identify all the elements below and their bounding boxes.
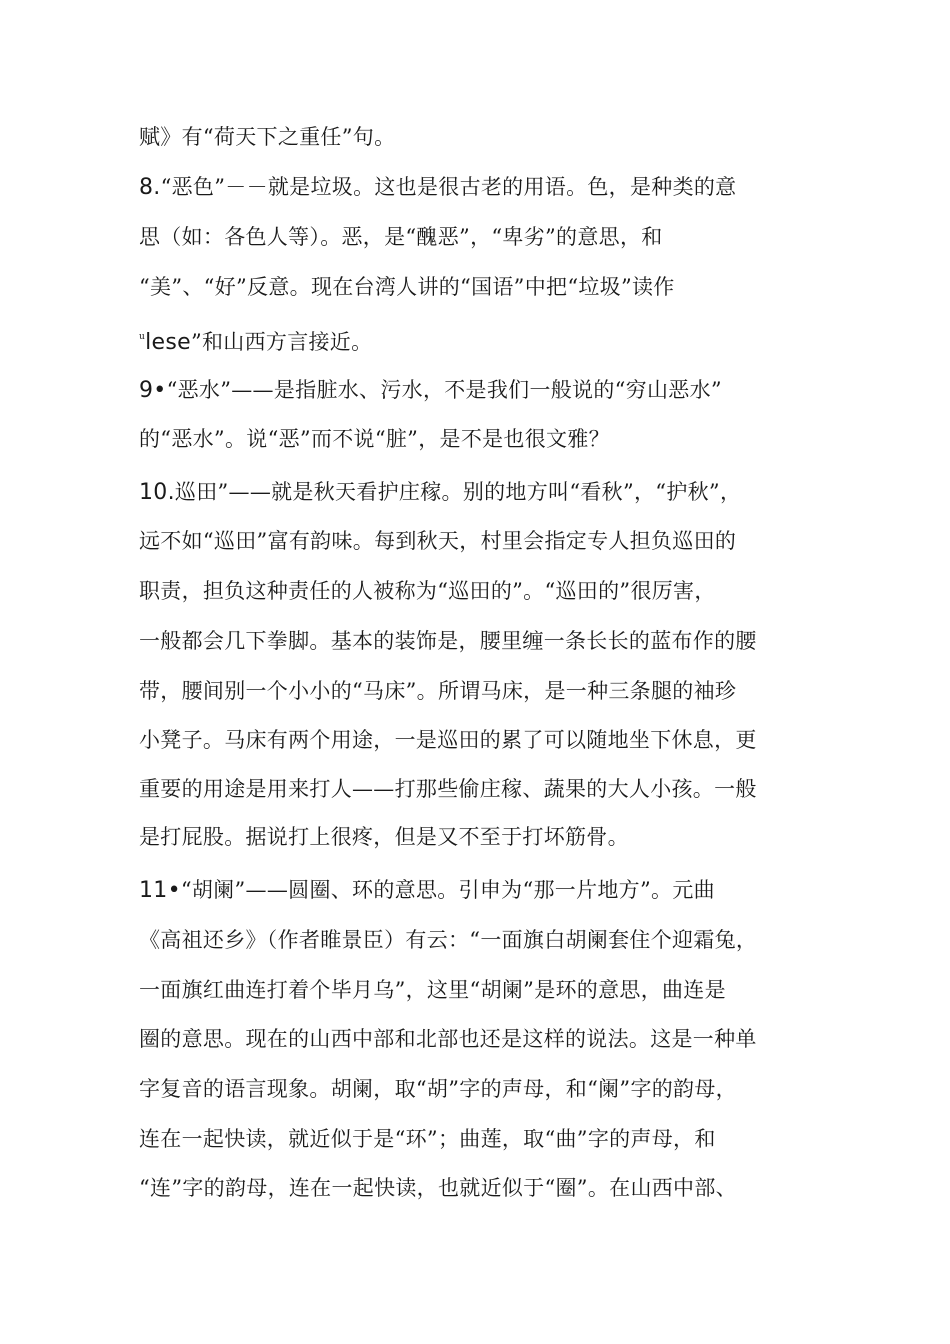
text-line [139, 323, 372, 357]
item-number: 9• [139, 378, 167, 403]
text-line [139, 527, 736, 555]
text-line [139, 123, 395, 151]
line-text: 赋》有“荷天下之重任”句。 [139, 125, 396, 149]
line-text: “恶水”——是指脏水、污水，不是我们一般说的“穷山恶水” [166, 378, 722, 402]
line-text: “美”、“好”反意。现在台湾人讲的“国语”中把“垃圾”读作 [139, 275, 675, 299]
text-line [139, 726, 757, 754]
line-text: 一般都会几下拳脚。基本的装饰是，腰里缠一条长长的蓝布作的腰 [139, 629, 757, 653]
line-text: 是打屁股。据说打上很疼，但是又不至于打坏筋骨。 [139, 825, 629, 849]
text-line [139, 1075, 737, 1103]
text-line [139, 376, 722, 405]
text-line [139, 1025, 757, 1053]
text-line [139, 823, 629, 851]
line-text: 带，腰间别一个小小的“马床”。所谓马床，是一种三条腿的袖珍 [139, 679, 737, 703]
latin-word: lese [145, 330, 191, 355]
item-number: 10. [139, 480, 175, 505]
line-text: 思（如：各色人等）。恶，是“醜恶”，“卑劣”的意思，和 [139, 225, 663, 249]
line-text: 字复音的语言现象。胡阑，取“胡”字的声母，和“阑”字的韵母， [139, 1077, 737, 1101]
small-mark: u [139, 332, 146, 342]
text-line [139, 173, 736, 202]
text-line [139, 577, 716, 605]
text-line [139, 627, 757, 655]
text-line [139, 478, 741, 507]
item-number: 11• [139, 878, 181, 903]
line-text: 小凳子。马床有两个用途，一是巡田的累了可以随地坐下休息，更 [139, 728, 757, 752]
line-text: “胡阑”——圆圈、环的意思。引申为“那一片地方”。元曲 [180, 878, 715, 902]
text-line [139, 677, 736, 705]
line-text: 一面旗红曲连打着个毕月乌”，这里“胡阑”是环的意思，曲连是 [139, 978, 726, 1002]
text-line [139, 775, 757, 803]
item-number: 8. [139, 175, 161, 200]
line-text: 巡田”——就是秋天看护庄稼。别的地方叫“看秋”，“护秋”， [174, 480, 742, 504]
line-text: 职责，担负这种责任的人被称为“巡田的”。“巡田的”很厉害， [139, 579, 716, 603]
line-text: 重要的用途是用来打人——打那些偷庄稼、蔬果的大人小孩。一般 [139, 777, 757, 801]
text-line [139, 976, 726, 1004]
text-line [139, 1125, 716, 1153]
text-line [139, 926, 757, 954]
line-text: 远不如“巡田”富有韵味。每到秋天，村里会指定专人担负巡田的 [139, 529, 737, 553]
line-text: 圈的意思。现在的山西中部和北部也还是这样的说法。这是一种单 [139, 1027, 757, 1051]
line-text: ”和山西方言接近。 [190, 330, 373, 354]
line-text: 《高祖还乡》（作者睢景臣）有云：“一面旗白胡阑套住个迎霜兔， [139, 928, 758, 952]
text-line [139, 273, 675, 301]
line-text: 的“恶水”。说“恶”而不说“脏”，是不是也很文雅？ [139, 427, 610, 451]
text-line [139, 876, 715, 905]
text-line [139, 1174, 737, 1202]
line-text: “恶色”－－就是垃圾。这也是很古老的用语。色，是种类的意 [160, 175, 737, 199]
line-text: 连在一起快读，就近似于是“环”；曲莲，取“曲”字的声母，和 [139, 1127, 716, 1151]
text-line [139, 425, 610, 453]
text-line [139, 223, 663, 251]
line-text: “连”字的韵母，连在一起快读，也就近似于“圈”。在山西中部、 [139, 1176, 737, 1200]
